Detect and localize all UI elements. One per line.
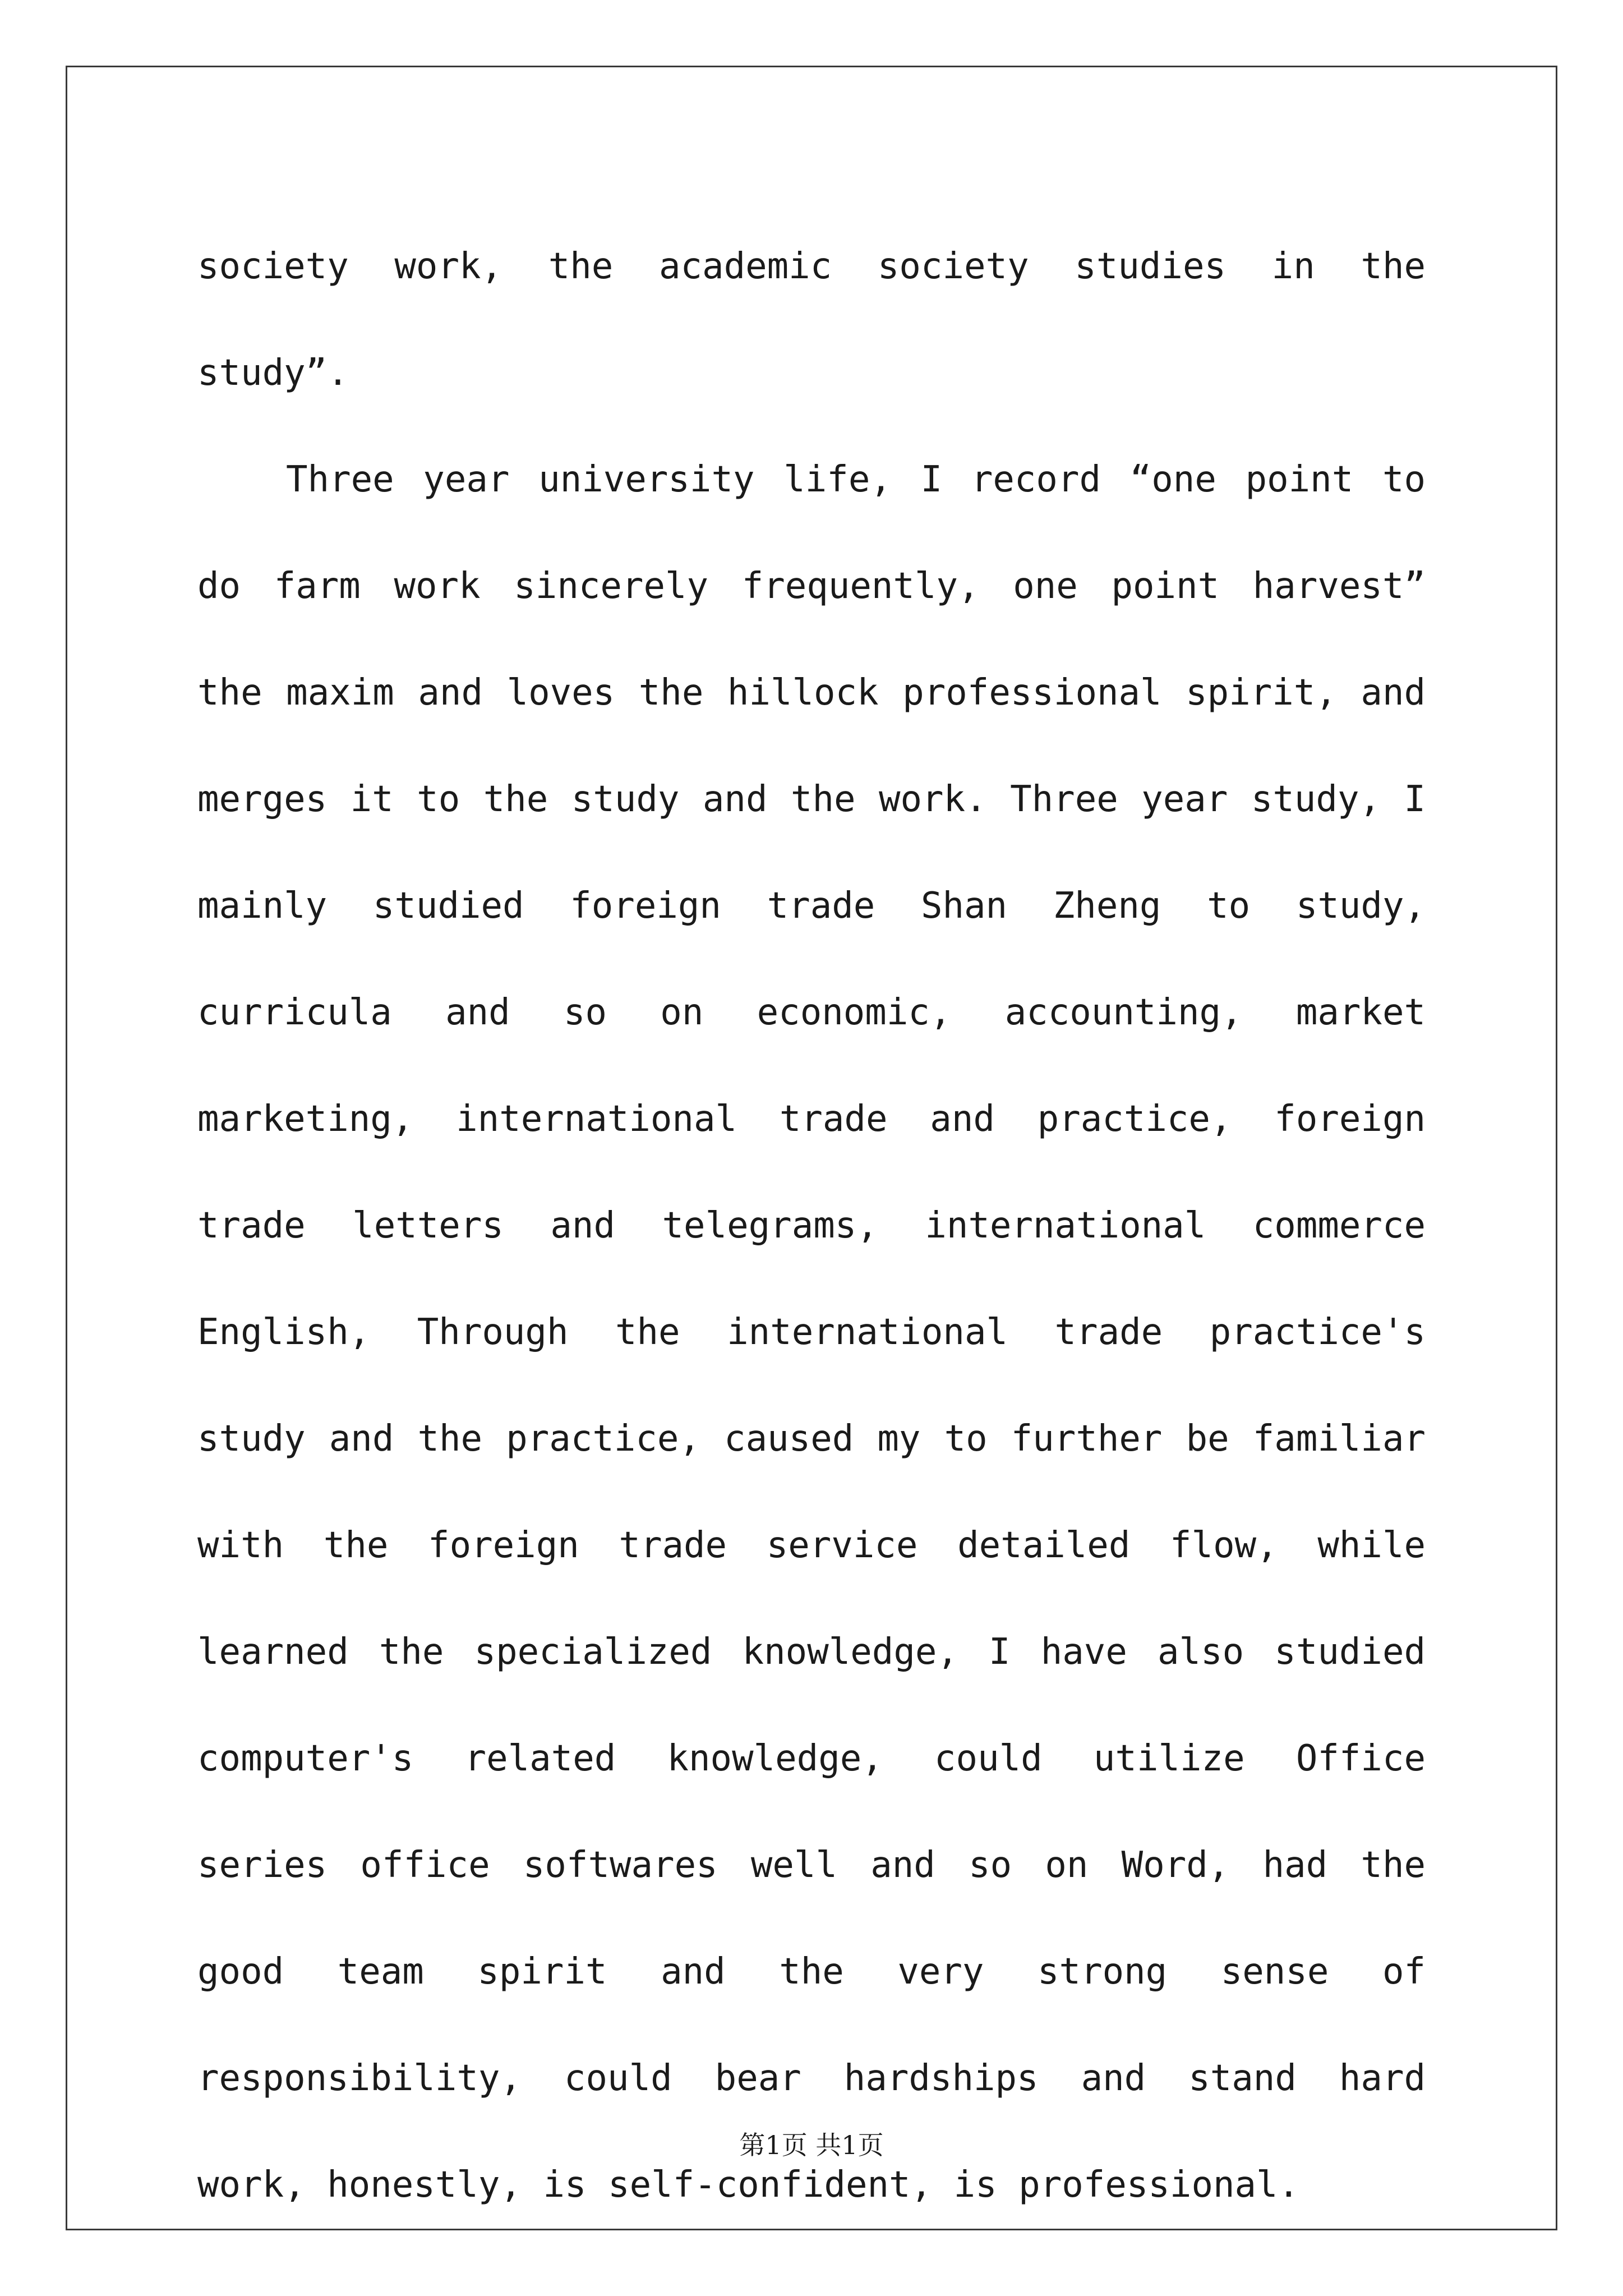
paragraph-main: Three year university life, I record “one point to do farm work sincerely frequently, one point harvest” the maxim and loves the hillock professional spirit, and merges it to the study and the work. Three year study, I mainly studied foreign trade Shan Zheng to study, curricula and so on economic, accounting, market marketing, international trade and practice, foreign trade letters and telegrams, international commerce English, Through the international trade practice's study and the practice, caused my to further be familiar with the foreign trade service detailed flow, while learned the specialized knowledge, I have also studied computer's related knowledge, could utilize Office series office softwares well and so on Word, had the good team spirit and the very strong sense of responsibility, could bear hardships and stand hard work, honestly, is self-confident, is professional.: [197, 459, 1426, 2206]
paragraph-continuation: society work, the academic society studies in the study”.: [197, 246, 1426, 394]
page-footer: 第1页 共1页: [739, 2130, 884, 2160]
document-body: [197, 213, 1426, 2238]
